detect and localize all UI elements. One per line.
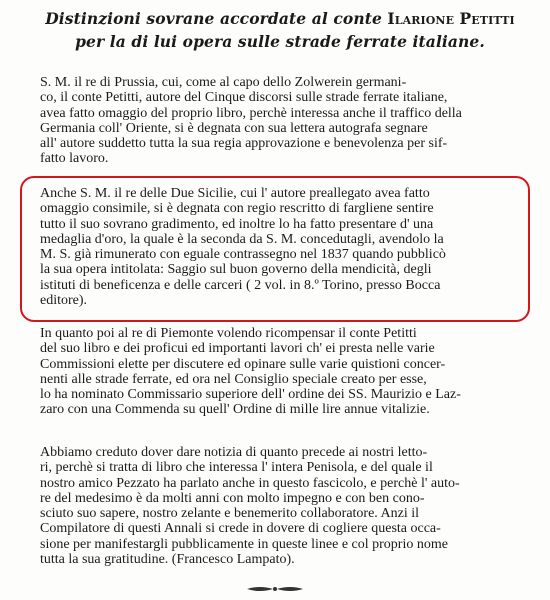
- text-line: Germania coll' Oriente, si è degnata con sua lettera autografa segnare: [40, 120, 428, 136]
- text-line: In quanto poi al re di Piemonte volendo ricompensar il conte Petitti: [40, 326, 417, 341]
- text-line: zaro con una Commenda su quell' Ordine di mille lire annue vitalizie.: [40, 402, 430, 418]
- text-line: tutta la sua gratitudine. (Francesco Lampato).: [40, 552, 295, 568]
- page-title: [30, 7, 530, 53]
- text-line: istituti di beneficenza e delle carceri ( 2 vol. in 8.º Torino, presso Bocca: [40, 277, 441, 293]
- text-line: all' autore suddetto tutta la sua regia approvazione e benevolenza per sif-: [40, 136, 448, 152]
- text-line: lo ha nominato Commissario superiore dell' ordine dei SS. Maurizio e Laz-: [40, 387, 461, 403]
- text-line: S. M. il re di Prussia, cui, come al capo dello Zolwerein germani-: [40, 75, 407, 90]
- ornament-divider-icon: [245, 584, 305, 594]
- text-line: Anche S. M. il re delle Due Sicilie, cui l' autore preallegato avea fatto: [40, 186, 430, 201]
- text-line: la sua opera intitolata: Saggio sul buon governo della mendicità, degli: [40, 262, 432, 278]
- paragraph-conclusion: [40, 445, 518, 567]
- text-line: nostro amico Pezzato ha parlato anche in questo fascicolo, e perchè l' auto-: [40, 475, 460, 491]
- title-name: Ilarione Petitti: [387, 9, 515, 28]
- text-line: nenti alle strade ferrate, ed ora nel Consiglio speciale creato per esse,: [40, 371, 427, 387]
- title-line-2: per la di lui opera sulle strade ferrate italiane.: [75, 32, 485, 51]
- text-line: Abbiamo creduto dover dare notizia di quanto precede ai nostri letto-: [40, 445, 428, 460]
- text-line: sciuto suo sapere, nostro zelante e benemerito collaboratore. Anzi il: [40, 506, 420, 522]
- text-line: Commissioni elette per discutere ed opinare sulle varie quistioni concer-: [40, 356, 446, 372]
- paragraph-prussia: [40, 75, 518, 167]
- title-line-1: [30, 7, 530, 30]
- title-prefix: Distinzioni sovrane accordate al conte: [45, 9, 388, 28]
- text-line: tutto il suo sovrano gradimento, ed inoltre lo ha fatto presentare d' una: [40, 216, 434, 232]
- text-line: M. S. già rimunerato con eguale contrassegno nel 1837 quando pubblicò: [40, 247, 446, 263]
- text-line: re del medesimo è da molti anni con molto impegno e con ben cono-: [40, 490, 425, 506]
- text-line: ri, perchè si tratta di libro che interessa l' intera Penisola, e del quale il: [40, 460, 433, 476]
- text-line: Compilatore di questi Annali si crede in dovere di cogliere questa occa-: [40, 521, 441, 537]
- text-line: sione per manifestargli pubblicamente in queste linee e col proprio nome: [40, 536, 448, 552]
- text-line: del suo libro e dei proficui ed importanti lavori ch' ei presta nelle varie: [40, 341, 435, 357]
- text-line: medaglia d'oro, la quale è la seconda da S. M. concedutagli, avendolo la: [40, 231, 444, 247]
- text-line: fatto lavoro.: [40, 151, 109, 167]
- paragraph-due-sicilie: [40, 186, 518, 308]
- text-line: editore).: [40, 293, 88, 309]
- paragraph-piemonte: [40, 326, 518, 418]
- text-line: avea fatto omaggio del proprio libro, perchè interessa anche il traffico della: [40, 105, 462, 121]
- text-line: co, il conte Petitti, autore del Cinque discorsi sulle strade ferrate italiane,: [40, 90, 448, 106]
- text-line: omaggio consimile, si è degnata con regio rescritto di fargliene sentire: [40, 201, 434, 217]
